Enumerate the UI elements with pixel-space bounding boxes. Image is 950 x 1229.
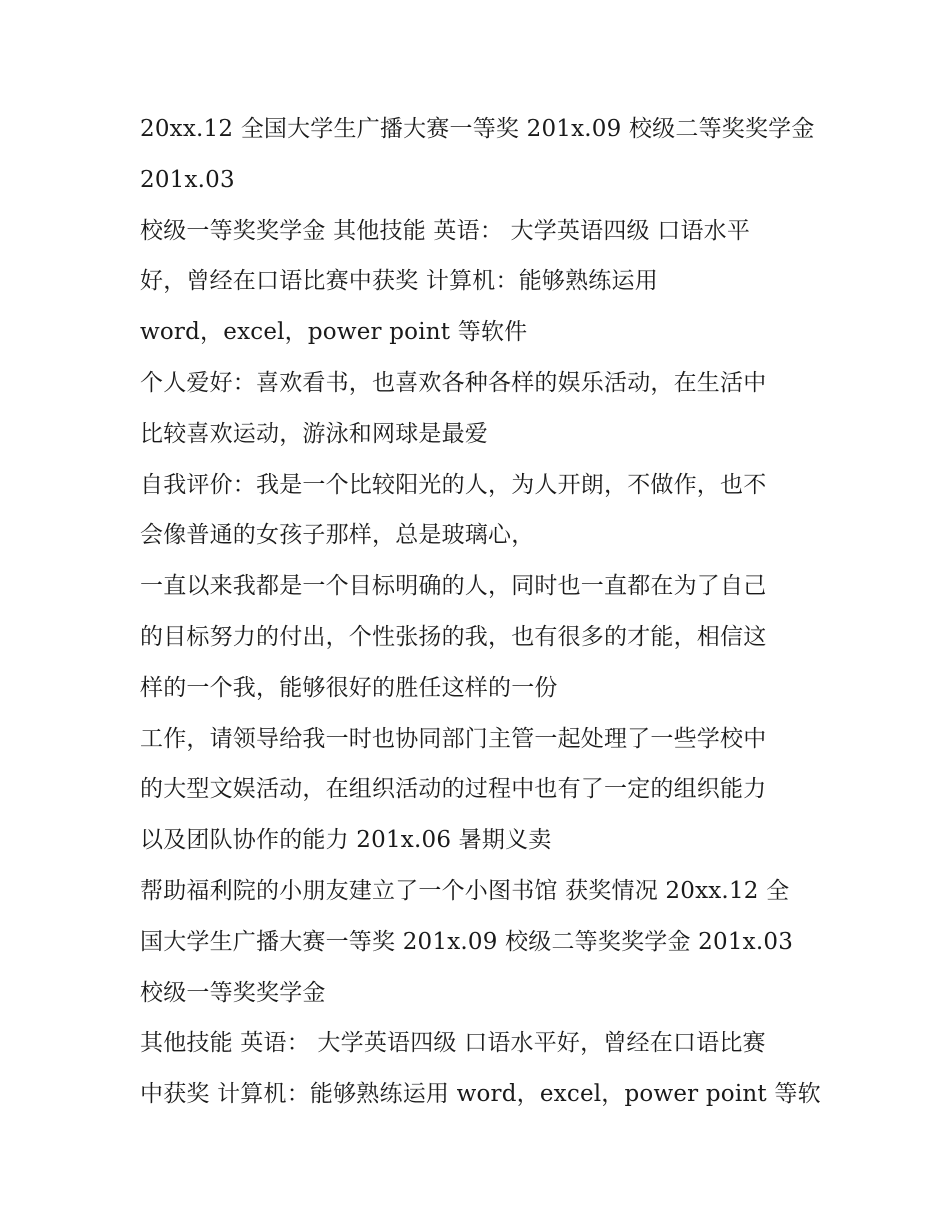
text-line: 国大学生广播大赛一等奖 201x.09 校级二等奖奖学金 201x.03 (140, 928, 794, 955)
text-line: 帮助福利院的小朋友建立了一个小图书馆 获奖情况 20xx.12 全 (140, 877, 790, 904)
text-line: 会像普通的女孩子那样，总是玻璃心， (140, 522, 535, 549)
text-line: 的目标努力的付出，个性张扬的我，也有很多的才能，相信这 (140, 623, 767, 650)
text-line: 样的一个我，能够很好的胜任这样的一份 (140, 674, 558, 701)
text-line: word，excel，power point 等软件 (140, 319, 528, 346)
text-line: 校级一等奖奖学金 其他技能 英语： 大学英语四级 口语水平 (140, 217, 751, 244)
text-line: 201x.03 (140, 166, 235, 193)
text-line: 中获奖 计算机：能够熟练运用 word，excel，power point 等软 (140, 1081, 821, 1108)
text-line: 其他技能 英语： 大学英语四级 口语水平好，曾经在口语比赛 (140, 1030, 766, 1057)
document-body (140, 104, 820, 1120)
text-line: 20xx.12 全国大学生广播大赛一等奖 201x.09 校级二等奖奖学金 (140, 116, 815, 142)
text-line: 一直以来我都是一个目标明确的人，同时也一直都在为了自己 (140, 573, 767, 600)
text-line: 的大型文娱活动，在组织活动的过程中也有了一定的组织能力 (140, 776, 767, 803)
text-line: 自我评价：我是一个比较阳光的人，为人开朗，不做作，也不 (140, 471, 767, 498)
text-line: 校级一等奖奖学金 (140, 979, 326, 1006)
text-line: 工作，请领导给我一时也协同部门主管一起处理了一些学校中 (140, 725, 767, 752)
text-line: 个人爱好：喜欢看书，也喜欢各种各样的娱乐活动，在生活中 (140, 369, 767, 396)
text-line: 好，曾经在口语比赛中获奖 计算机：能够熟练运用 (140, 268, 658, 295)
text-line: 比较喜欢运动，游泳和网球是最爱 (140, 420, 488, 447)
text-line: 以及团队协作的能力 201x.06 暑期义卖 (140, 827, 552, 854)
